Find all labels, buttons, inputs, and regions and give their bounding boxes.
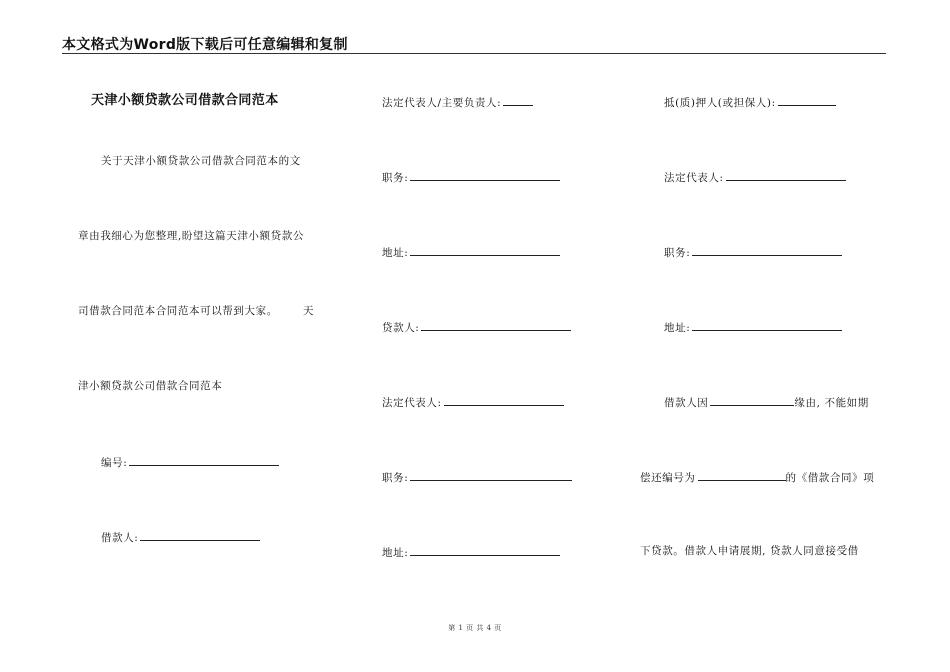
address-label-3: 地址: [664,322,691,334]
mortgagor-blank [778,94,836,106]
position-blank-1 [410,169,560,181]
borrower-field [101,529,260,545]
position-field-3 [664,244,842,260]
legal-rep-label-2: 法定代表人: [382,397,442,409]
extension-paragraph-line-3: 下贷款。借款人申请展期, 贷款人同意接受借 [640,545,859,557]
lender-field [382,319,571,335]
address-blank-1 [410,244,560,256]
address-label-2: 地址: [382,547,409,559]
legal-rep-main-label: 法定代表人/主要负责人: [382,97,502,109]
paragraph-text: 的《借款合同》项 [785,472,875,484]
position-blank-3 [692,244,842,256]
address-field-2 [382,544,560,560]
legal-rep-main-field [382,94,533,110]
legal-rep-field-3 [664,169,846,185]
address-blank-3 [692,319,842,331]
intro-line-2: 章由我细心为您整理,盼望这篇天津小额贷款公 [78,230,304,242]
reason-blank [710,394,794,406]
address-field-3 [664,319,842,335]
paragraph-text: 缘由, 不能如期 [794,397,869,409]
paragraph-text: 偿还编号为 [640,472,696,484]
intro-line-1: 关于天津小额贷款公司借款合同范本的文 [101,155,301,167]
legal-rep-main-blank [503,94,533,106]
position-label-2: 职务: [382,472,409,484]
document-title: 天津小额贷款公司借款合同范本 [91,93,279,108]
legal-rep-field-2 [382,394,564,410]
contract-number-field [101,454,279,470]
intro-line-4: 津小额贷款公司借款合同范本 [78,380,223,392]
contract-number-blank-2 [698,469,786,481]
borrower-label: 借款人: [101,532,139,544]
contract-number-blank [129,454,279,466]
paragraph-text: 借款人因 [664,397,709,409]
document-header: 本文格式为Word版下载后可任意编辑和复制 [62,37,348,53]
address-label-1: 地址: [382,247,409,259]
page-number: 第 1 页 共 4 页 [448,624,502,632]
lender-blank [421,319,571,331]
legal-rep-label-3: 法定代表人: [664,172,724,184]
extension-paragraph-line-1 [664,394,869,410]
contract-number-label: 编号: [101,457,128,469]
position-label-1: 职务: [382,172,409,184]
intro-line-3-tail: 天 [303,305,315,317]
legal-rep-blank-3 [726,169,846,181]
address-blank-2 [410,544,560,556]
borrower-blank [140,529,260,541]
position-field-1 [382,169,560,185]
mortgagor-label: 抵(质)押人(或担保人): [664,97,776,109]
position-label-3: 职务: [664,247,691,259]
lender-label: 贷款人: [382,322,420,334]
mortgagor-field [664,94,836,110]
address-field-1 [382,244,560,260]
position-blank-2 [410,469,572,481]
intro-line-3: 司借款合同范本合同范本可以帮到大家。 [78,305,278,317]
header-divider [62,53,886,54]
extension-paragraph-line-2 [640,469,874,485]
position-field-2 [382,469,572,485]
legal-rep-blank-2 [444,394,564,406]
